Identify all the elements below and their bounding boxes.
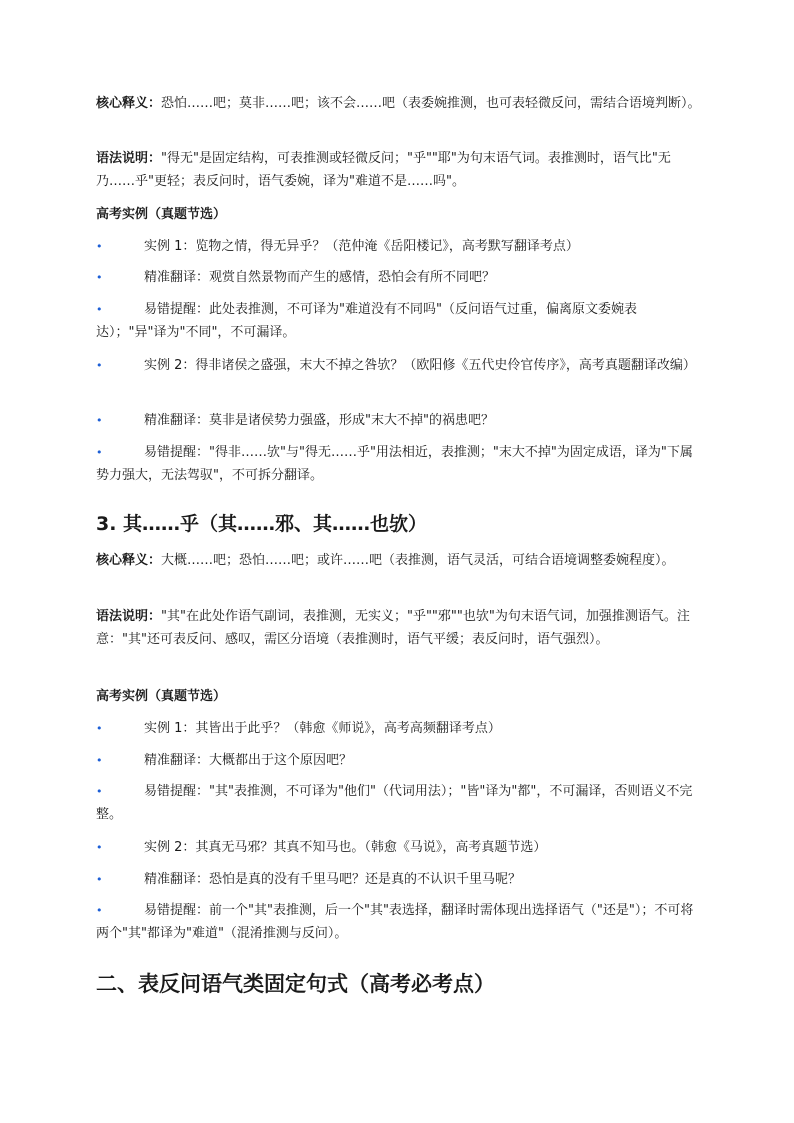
list-item-text: 实例 1：览物之情，得无异乎？（范仲淹《岳阳楼记》，高考默写翻译考点） bbox=[144, 239, 579, 254]
list-item-text: 精准翻译：观赏自然景物而产生的感情，恐怕会有所不同吧？ bbox=[144, 270, 496, 285]
list-item bbox=[96, 298, 704, 344]
bullet-icon: • bbox=[96, 240, 103, 253]
bullet-icon: • bbox=[96, 873, 103, 886]
section-heading: 3. 其……乎（其……邪、其……也欤） bbox=[96, 513, 428, 535]
list-item-text: 精准翻译：莫非是诸侯势力强盛，形成"末大不掉"的祸患吧？ bbox=[144, 413, 494, 428]
list-item bbox=[96, 235, 704, 258]
grammar-text: "其"在此处作语气副词，表推测，无实义；"乎""邪""也欤"为句末语气词，加强推测语气。注意："其"还可表反问、感叹，需区分语境（表推测时，语气平缓；表反问时，语气强烈）。 bbox=[96, 609, 690, 647]
examples-heading: 高考实例（真题节选） bbox=[96, 207, 227, 222]
bullet-icon: • bbox=[96, 904, 103, 917]
list-item-text: 实例 1：其皆出于此乎？（韩愈《师说》，高考高频翻译考点） bbox=[144, 721, 501, 736]
bullet-icon: • bbox=[96, 303, 103, 316]
list-item-text: 易错提醒：前一个"其"表推测，后一个"其"表选择，翻译时需体现出选择语气（"还是"）；不可将两个"其"都译为"难道"（混淆推测与反问）。 bbox=[96, 903, 694, 941]
meaning-paragraph bbox=[96, 549, 704, 572]
list-item bbox=[96, 836, 704, 859]
bullet-icon: • bbox=[96, 785, 103, 798]
list-item-text: 实例 2：得非诸侯之盛强，末大不掉之咎欤？（欧阳修《五代史伶官传序》，高考真题翻译改编） bbox=[144, 358, 696, 373]
examples-heading: 高考实例（真题节选） bbox=[96, 689, 227, 704]
bullet-icon: • bbox=[96, 754, 103, 767]
grammar-paragraph bbox=[96, 147, 704, 193]
list-item bbox=[96, 717, 704, 740]
list-item-text: 实例 2：其真无马邪？其真不知马也。（韩愈《马说》，高考真题节选） bbox=[144, 840, 547, 855]
list-item bbox=[96, 899, 704, 945]
section-heading: 二、表反问语气类固定句式（高考必考点） bbox=[96, 972, 495, 996]
list-item bbox=[96, 354, 704, 377]
meaning-label: 核心释义： bbox=[96, 96, 162, 111]
list-item-text: 易错提醒："其"表推测，不可译为"他们"（代词用法）；"皆"译为"都"，不可漏译，否则语义不完整。 bbox=[96, 784, 693, 822]
meaning-label: 核心释义： bbox=[96, 553, 162, 568]
grammar-label: 语法说明： bbox=[96, 151, 162, 166]
bullet-icon: • bbox=[96, 722, 103, 735]
list-item-text: 易错提醒：此处表推测，不可译为"难道没有不同吗"（反问语气过重，偏离原文委婉表达）；"异"译为"不同"，不可漏译。 bbox=[96, 302, 637, 340]
list-item-text: 精准翻译：恐怕是真的没有千里马吧？还是真的不认识千里马呢？ bbox=[144, 872, 522, 887]
list-item-text: 精准翻译：大概都出于这个原因吧？ bbox=[144, 753, 353, 768]
list-item bbox=[96, 266, 704, 289]
meaning-text: 大概……吧；恐怕……吧；或许……吧（表推测，语气灵活，可结合语境调整委婉程度）。 bbox=[161, 553, 675, 568]
list-item bbox=[96, 409, 704, 432]
list-item bbox=[96, 749, 704, 772]
list-item bbox=[96, 441, 704, 487]
list-item bbox=[96, 868, 704, 891]
grammar-label: 语法说明： bbox=[96, 609, 162, 624]
bullet-icon: • bbox=[96, 414, 103, 427]
bullet-icon: • bbox=[96, 446, 103, 459]
bullet-icon: • bbox=[96, 359, 103, 372]
meaning-text: 恐怕……吧；莫非……吧；该不会……吧（表委婉推测，也可表轻微反问，需结合语境判断）。 bbox=[161, 96, 701, 111]
bullet-icon: • bbox=[96, 271, 103, 284]
meaning-paragraph bbox=[96, 92, 704, 115]
list-item-text: 易错提醒："得非……欤"与"得无……乎"用法相近，表推测；"末大不掉"为固定成语，译为"下属势力强大，无法驾驭"，不可拆分翻译。 bbox=[96, 445, 693, 483]
grammar-text: "得无"是固定结构，可表推测或轻微反问；"乎""耶"为句末语气词。表推测时，语气比"无乃……乎"更轻；表反问时，语气委婉，译为"难道不是……吗"。 bbox=[96, 151, 671, 189]
bullet-icon: • bbox=[96, 841, 103, 854]
grammar-paragraph bbox=[96, 605, 704, 651]
list-item bbox=[96, 780, 704, 826]
